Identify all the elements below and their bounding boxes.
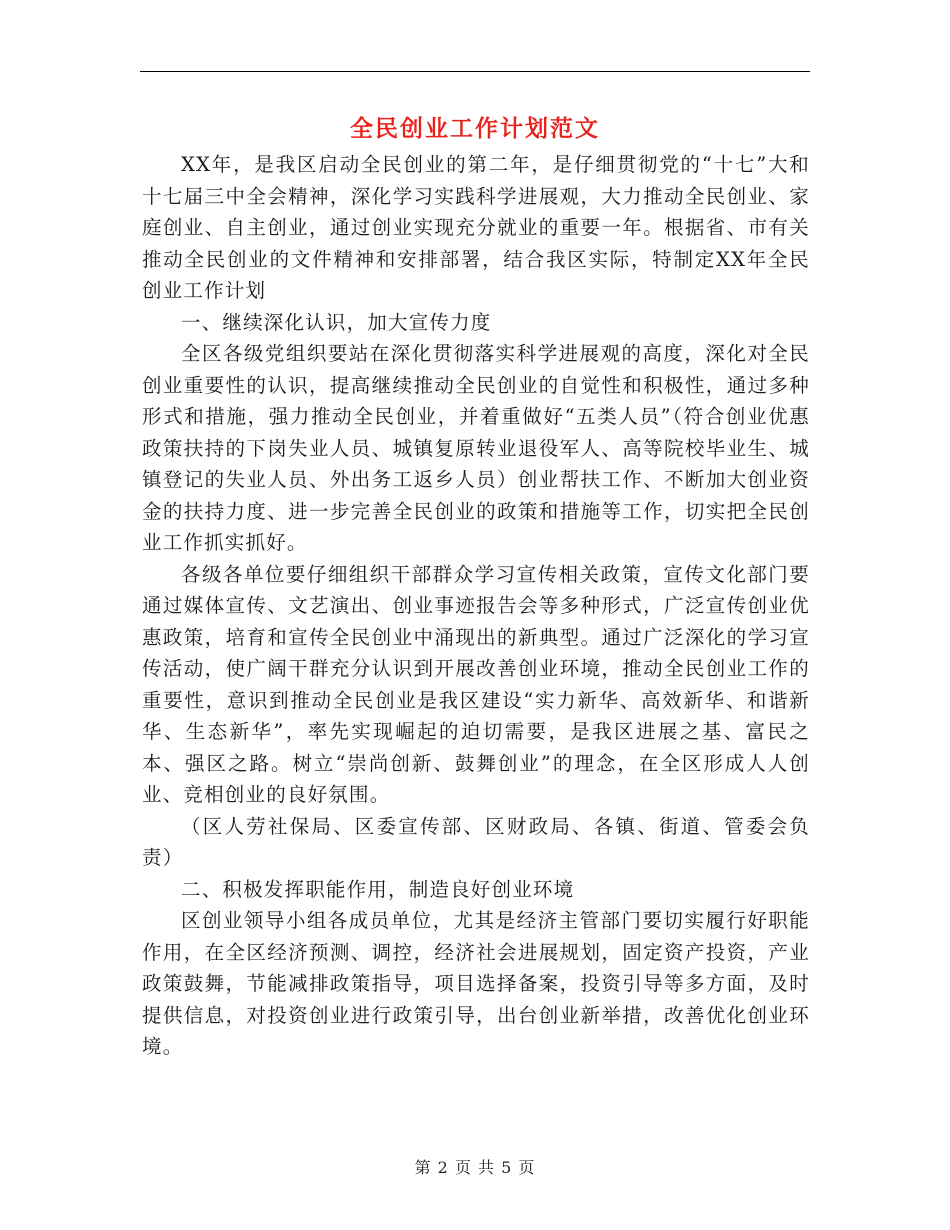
document-title: 全民创业工作计划范文 (350, 116, 600, 142)
paragraph-section-1b: 各级各单位要仔细组织干部群众学习宣传相关政策，宣传文化部门要通过媒体宣传、文艺演出、创业事迹报告会等多种形式，广泛宣传创业优惠政策，培育和宣传全民创业中涌现出的新典型。通过广泛深化的学习宣传活动，使广阔干群充分认识到开展改善创业环境，推动全民创业工作的重要性，意识到推动全民创业是我区建设“实力新华、高效新华、和谐新华、生态新华”，率先实现崛起的迫切需要，是我区进展之基、富民之本、强区之路。树立“崇尚创新、鼓舞创业”的理念，在全区形成人人创业、竞相创业的良好氛围。 (142, 562, 810, 806)
page-number: 第 2 页 共 5 页 (414, 1158, 536, 1177)
paragraph-intro: XX年，是我区启动全民创业的第二年，是仔细贯彻党的“十七”大和十七届三中全会精神，深化学习实践科学进展观，大力推动全民创业、家庭创业、自主创业，通过创业实现充分就业的重要一年。根据省、市有关推动全民创业的文件精神和安排部署，结合我区实际，特制定XX年全民创业工作计划 (142, 153, 810, 302)
section-heading-2: 二、积极发挥职能作用，制造良好创业环境 (181, 877, 575, 901)
section-heading-1: 一、继续深化认识，加大宣传力度 (181, 310, 492, 334)
responsible-units-note: （区人劳社保局、区委宣传部、区财政局、各镇、街道、管委会负责） (142, 814, 810, 869)
document-body (142, 149, 810, 1063)
paragraph-section-1a: 全区各级党组织要站在深化贯彻落实科学进展观的高度，深化对全民创业重要性的认识，提高继续推动全民创业的自觉性和积极性，通过多种形式和措施，强力推动全民创业，并着重做好“五类人员”（符合创业优惠政策扶持的下岗失业人员、城镇复原转业退役军人、高等院校毕业生、城镇登记的失业人员、外出务工返乡人员）创业帮扶工作、不断加大创业资金的扶持力度、进一步完善全民创业的政策和措施等工作，切实把全民创业工作抓实抓好。 (142, 342, 810, 554)
header-rule (140, 71, 810, 72)
paragraph-section-2: 区创业领导小组各成员单位，尤其是经济主管部门要切实履行好职能作用，在全区经济预测、调控，经济社会进展规划，固定资产投资，产业政策鼓舞，节能减排政策指导，项目选择备案，投资引导等多方面，及时提供信息，对投资创业进行政策引导，出台创业新举措，改善优化创业环境。 (142, 909, 810, 1058)
